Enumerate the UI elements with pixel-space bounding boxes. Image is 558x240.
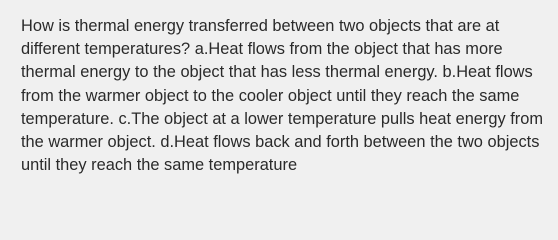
question-text: How is thermal energy transferred between two objects that are at different temperatures? a.Heat flows from the object that has more thermal energy to the object that has less thermal energy. b.Heat flows from the warmer object to the cooler object until they reach the same temperature. c.The object at a lower temperature pulls heat energy from the warmer object. d.Heat flows back and forth between the two objects until they reach the same temperature [21,17,544,175]
